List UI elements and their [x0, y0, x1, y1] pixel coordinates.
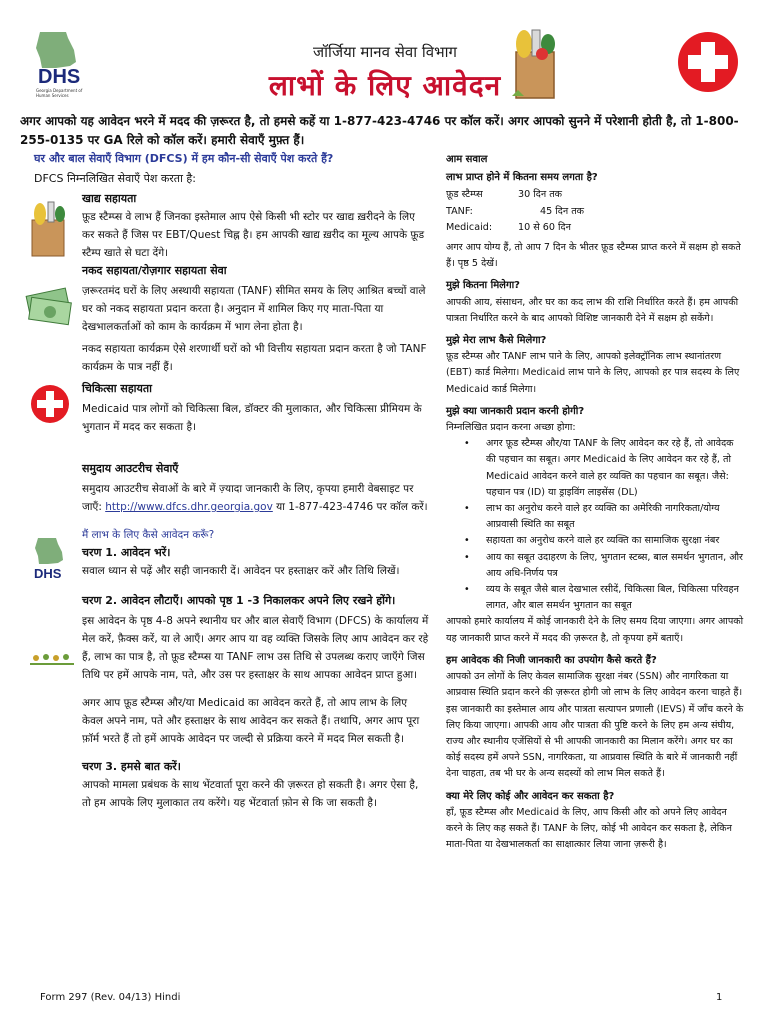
dhs-logo-subtext: Georgia Department of Human Services [36, 88, 83, 98]
processing-times-table [446, 187, 584, 236]
cash-text-1: ज़रूरतमंद घरों के लिए अस्थायी सहायता (TANF) सीमित समय के लिए आश्रित बच्चों वाले घर को नकद सहायता प्रदान करता है। अनुदान में शामिल किए गए माता-पिता या देखभालकर्ताओं को काम के कार्यक्रम में भाग लेना होता है। [82, 285, 426, 333]
list-item: • लाभ का अनुरोध करने वाले हर व्यक्ति का अमेरिकी नागरिकता/योग्य आप्रवासी स्थिति का सबूत [446, 501, 746, 533]
q2-text: आपकी आय, संसाधन, और घर का कद लाभ की राशि निर्धारित करते हैं। हम आपकी पात्रता निर्धारित करने के बाद आपको विशिष्ट जानकारी देने में सक्षम हो सकेंगे। [446, 296, 739, 324]
q4-heading: मुझे क्या जानकारी प्रदान करनी होगी? [446, 405, 585, 417]
page-number: 1 [716, 992, 723, 1003]
q1-text: अगर आप योग्य हैं, तो आप 7 दिन के भीतर फ़ूड स्टैम्प्स प्राप्त करने में सक्षम हो सकते हैं। पृष्ठ 5 देखें। [446, 242, 741, 270]
q6-heading: क्या मेरे लिए कोई और आवेदन कर सकता है? [446, 790, 615, 802]
food-text: फ़ूड स्टैम्प्स वे लाभ हैं जिनका इस्तेमाल आप ऐसे किसी भी स्टोर पर खाद्य ख़रीदने के लिए कर सकते हैं जिस पर EBT/Quest चिह्न है। हम आपकी खाद्य ख़रीद का मूल्य आपके फ़ूड स्टैम्प खाते से घटा देंगे। [82, 211, 425, 259]
table-row [446, 204, 584, 220]
food-title: खाद्य सहायता [82, 192, 137, 205]
time-cell: 10 से 60 दिन [518, 221, 571, 233]
food-bag-icon [26, 200, 72, 258]
dfcs-website-link[interactable]: http://www.dfcs.dhr.georgia.gov [105, 501, 273, 513]
list-item: • आय का सबूत उदाहरण के लिए, भुगतान स्टब्स, बाल समर्थन भुगतान, और आय अधि-निर्णय पत्र [446, 550, 746, 582]
dhs-logo-text: DHS [38, 66, 81, 88]
services-question: घर और बाल सेवाएँ विभाग (DFCS) में हम कौन-सी सेवाएँ पेश करते हैं? [34, 152, 334, 165]
cash-text-2: नकद सहायता कार्यक्रम ऐसे शरणार्थी घरों को भी वित्तीय सहायता प्रदान करता है जो TANF कार्यक्रम के पात्र नहीं हैं। [82, 343, 427, 373]
food-section [34, 190, 429, 262]
department-name: जॉर्जिया मानव सेवा विभाग [313, 43, 457, 61]
step3-title: चरण 3. हमसे बात करें। [82, 760, 181, 773]
q5-heading: हम आवेदक की निजी जानकारी का उपयोग कैसे करते हैं? [446, 654, 657, 666]
left-column [34, 150, 429, 812]
q6-text: हाँ, फ़ूड स्टैम्प्स और Medicaid के लिए, आप किसी और को अपने लिए आवेदन करने के लिए कह सकते हैं। TANF के लिए, कोई भी आवेदन कर सकता है, लेकिन माता-पिता या देखभालकर्ता का साक्षात्कार लिया जाना ज़रूरी है। [446, 806, 732, 851]
table-row [446, 187, 584, 203]
step2-text-1: इस आवेदन के पृष्ठ 4-8 अपने स्थानीय घर और बाल सेवाएँ विभाग (DFCS) के कार्यालय में मेल करें, फ़ैक्स करें, या ले आएँ। अगर आप या वह व्यक्ति जिसके लिए आप आवेदन कर रहे हैं, लाभ का पात्र है, तो फ़ूड स्टैम्प्स या TANF लाभ उस तिथि से उपलब्ध कराए जाएँगे जिस तिथि पर हमें आपके नाम, पते, और उस पर हस्ताक्षर के साथ आपका आवेदन प्राप्त हुआ। [82, 615, 429, 681]
program-cell: फ़ूड स्टैम्प्स [446, 189, 483, 201]
money-icon [24, 284, 74, 328]
georgia-logo-small-icon [30, 536, 78, 588]
q3-heading: मुझे मेरा लाभ कैसे मिलेगा? [446, 335, 547, 347]
svg-text:DHS: DHS [34, 566, 62, 581]
list-item: • व्यय के सबूत जैसे बाल देखभाल रसीदें, चिकित्सा बिल, चिकित्सा परिवहन लागत, और बाल समर्थन भुगतान का सबूत [446, 582, 746, 614]
medical-title: चिकित्सा सहायता [82, 382, 153, 395]
family-logo-icon [28, 650, 78, 670]
cash-title: नकद सहायता/रोज़गार सहायता सेवा [82, 264, 227, 277]
faq-title: आम सवाल [446, 154, 488, 165]
time-cell: 30 दिन तक [518, 189, 563, 201]
q4-text: आपको हमारे कार्यालय में कोई जानकारी देने के लिए समय दिया जाएगा। अगर आपको यह जानकारी प्राप्त करने में मदद की ज़रूरत है, तो कृपया हमें बताएँ। [446, 616, 744, 644]
apply-section [34, 526, 429, 812]
step1-title: चरण 1. आवेदन भरें। [82, 546, 171, 559]
time-cell: 45 दिन तक [540, 205, 585, 217]
step2-title: चरण 2. आवेदन लौटाएँ। आपको पृष्ठ 1 -3 निकालकर अपने लिए रखने होंगे। [82, 594, 396, 607]
list-item: • सहायता का अनुरोध करने वाले हर व्यक्ति का सामाजिक सुरक्षा नंबर [446, 533, 746, 549]
step2-text-2: अगर आप फ़ूड स्टैम्प्स और/या Medicaid का आवेदन करते हैं, तो आप लाभ के लिए केवल अपने नाम, पते और हस्ताक्षर के साथ आवेदन कर सकते हैं। तथापि, अगर आप पूरा फ़ॉर्म भरते हैं तो हमें आपके आवेदन पर जल्दी से प्रक्रिया करने में मदद मिल सकती है। [82, 697, 420, 745]
list-item: • अगर फ़ूड स्टैम्प्स और/या TANF के लिए आवेदन कर रहे हैं, तो आवेदक की पहचान का सबूत। अगर Medicaid के लिए आवेदन कर रहे हैं, तो Medicaid आवेदन करने वाले हर व्यक्ति का पहचान का सबूत। जैसे: पहचान पत्र (ID) या ड्राइविंग लाइसेंस (DL) [446, 436, 746, 501]
outreach-title: समुदाय आउटरीच सेवाएँ [82, 462, 179, 475]
program-cell: TANF: [446, 205, 473, 217]
right-column [446, 152, 746, 853]
q4-intro: निम्नलिखित प्रदान करना अच्छा होगा: [446, 422, 576, 434]
step3-text: आपको मामला प्रबंधक के साथ भेंटवार्ता पूरा करने की ज़रूरत हो सकती है। अगर ऐसा है, तो हम आपके लिए मुलाकात तय करेंगे। यह भेंटवार्ता फ़ोन से कि जा सकती है। [82, 779, 419, 809]
apply-question: मैं लाभ के लिए कैसे आवेदन करूँ? [82, 529, 215, 541]
required-documents-list [446, 436, 746, 614]
medical-small-cross-icon [30, 384, 70, 424]
table-row [446, 220, 584, 236]
intro-text: अगर आपको यह आवेदन भरने में मदद की ज़रूरत है, तो हमसे कहें या 1-877-423-4746 पर कॉल करें। अगर आपको सुनने में परेशानी होती है, तो 1-800-255-0135 पर GA रिले को कॉल करें। हमारी सेवाएँ मुफ़्त हैं। [20, 114, 739, 147]
medical-text: Medicaid पात्र लोगों को चिकित्सा बिल, डॉक्टर की मुलाकात, और चिकित्सा प्रीमियम के भुगतान में मदद कर सकता है। [82, 403, 422, 433]
step1-text: सवाल ध्यान से पढ़ें और सही जानकारी दें। आवेदन पर हस्ताक्षर करें और तिथि लिखें। [82, 565, 400, 577]
outreach-text-before: समुदाय आउटरीच सेवाओं के बारे में ज़्यादा जानकारी के लिए, कृपया हमारी वेबसाइट पर जाएँ: [82, 483, 414, 513]
outreach-section [34, 460, 429, 516]
program-cell: Medicaid: [446, 221, 493, 233]
form-number: Form 297 (Rev. 04/13) Hindi [40, 992, 181, 1003]
outreach-text-after: या 1-877-423-4746 पर कॉल करें। [276, 501, 428, 513]
q2-heading: मुझे कितना मिलेगा? [446, 280, 520, 292]
cash-section [34, 262, 429, 376]
q5-text: आपको उन लोगों के लिए केवल सामाजिक सुरक्षा नंबर (SSN) और नागरिकता या आप्रवास स्थिति प्रदान करने की ज़रूरत होगी जो लाभ के लिए आवेदन करना चाहते हैं। इस जानकारी का इस्तेमाल आय और पात्रता सत्यापन प्रणाली (IEVS) में जाँच करने के लिए किया जाएगा। आपकी आय और पात्रता की पुष्टि करने के लिए हम अन्य संघीय, राज्य और स्थानीय एजेंसियों से भी आपकी जानकारी का मिलान करेंगे। अगर घर का कोई सदस्य हमें अपने SSN, नागरिकता, या आप्रवास स्थिति के बारे में जानकारी नहीं देना चाहता, तब भी घर के अन्य सदस्यों को लाभ मिल सकते हैं। [446, 671, 744, 780]
medical-section [34, 380, 429, 436]
q3-text: फ़ूड स्टैम्प्स और TANF लाभ पाने के लिए, आपको इलेक्ट्रॉनिक लाभ स्थानांतरण (EBT) कार्ड मिलेगा। Medicaid लाभ पाने के लिए, आपको हर पात्र सदस्य के लिए Medicaid कार्ड मिलेगा। [446, 351, 740, 395]
q1-heading: लाभ प्राप्त होने में कितना समय लगता है? [446, 172, 598, 184]
services-intro: DFCS निम्नलिखित सेवाएँ पेश करता है: [34, 172, 196, 185]
outreach-text [34, 480, 429, 516]
page-title: लाभों के लिए आवेदन [268, 69, 502, 102]
